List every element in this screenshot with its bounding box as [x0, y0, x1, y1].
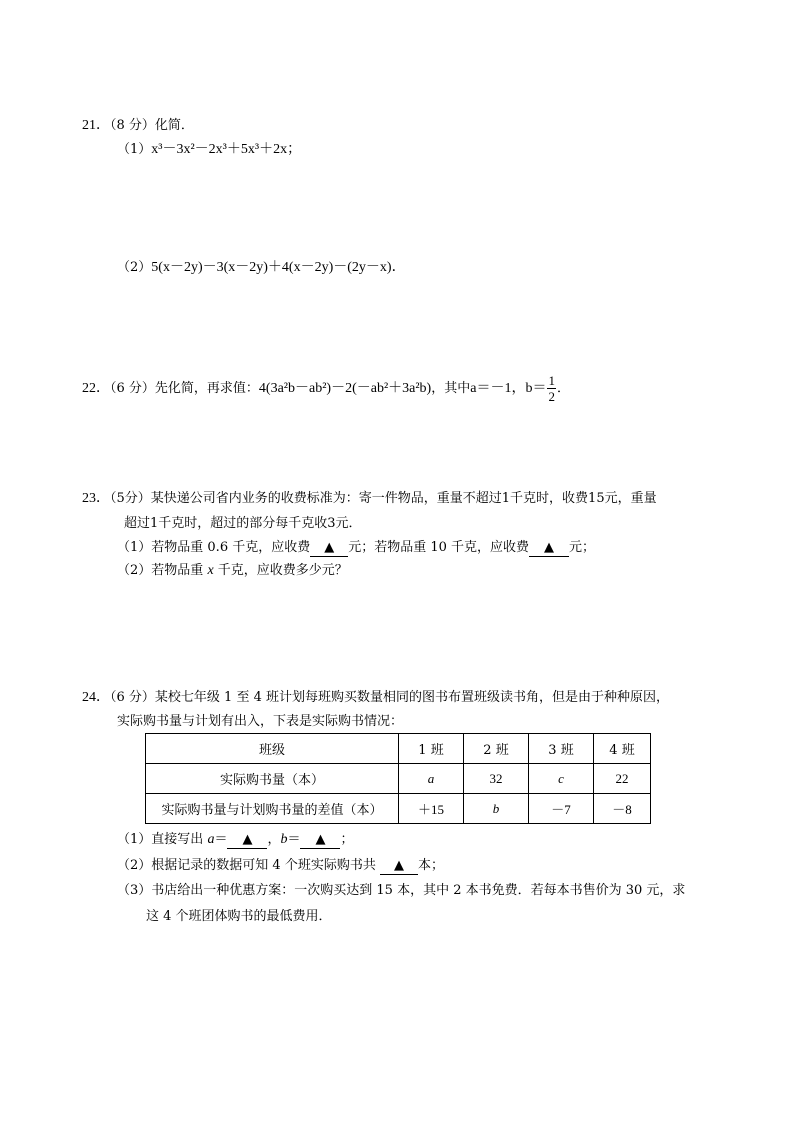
q21-title: 化简． [154, 118, 194, 133]
table-cell: －8 [594, 794, 651, 824]
q23-part2-text-a: 若物品重 [151, 563, 204, 578]
q21-number: 21． [82, 118, 110, 133]
q21-part2-expr: 5(x－2y)－3(x－2y)＋4(x－2y)－(2y－x)． [151, 260, 406, 275]
q24-line1 [82, 688, 669, 708]
q22-expression: 4(3a²b－ab²)－2(－ab²＋3a²b) [258, 381, 432, 396]
q23-part1-text-c: 元； [569, 540, 596, 555]
q24-part1 [117, 830, 354, 850]
table-header-cell: 3 班 [529, 734, 594, 764]
q22-condition: ，其中 [431, 381, 471, 396]
q23-variable-x: x [207, 563, 214, 578]
table-cell: 实际购书量（本） [146, 764, 399, 794]
q22-line [82, 373, 570, 404]
q24-line2: 实际购书量与计划有出入，下表是实际购书情况： [117, 714, 404, 729]
q23-line1 [82, 489, 657, 509]
q24-equals-b: ＝ [287, 832, 301, 847]
q24-answer-blank-total: ▲ [380, 858, 418, 875]
q24-part3-text-line1: 书店给出一种优惠方案：一次购买达到 15 本，其中 2 本书免费．若每本书售价为 30 元，求 [151, 883, 686, 898]
table-header-cell: 班级 [146, 734, 399, 764]
table-cell: 实际购书量与计划购书量的差值（本） [146, 794, 399, 824]
q24-variable-a: a [207, 832, 215, 847]
table-header-row [146, 734, 651, 764]
q21-part1-label: （1） [117, 142, 152, 157]
q23-part1-label: （1） [117, 540, 152, 555]
table-cell: ＋15 [399, 794, 464, 824]
q24-text-line1: 某校七年级 1 至 4 班计划每班购买数量相同的图书布置班级读书角，但是由于种种原因， [154, 690, 669, 705]
table-cell: －7 [529, 794, 594, 824]
q23-part1-text-b: 元；若物品重 10 千克，应收费 [348, 540, 530, 555]
q23-points: （5分） [110, 491, 151, 506]
q24-part3 [117, 881, 685, 901]
q24-equals-a: ＝ [214, 832, 228, 847]
q24-part2-text-b: 本； [417, 858, 444, 873]
q24-part2-label: （2） [117, 858, 152, 873]
q23-part2 [117, 561, 348, 581]
q24-answer-blank-b: ▲ [300, 832, 340, 849]
q23-answer-blank-1: ▲ [310, 540, 348, 557]
q23-part1-text-a: 若物品重 0.6 千克，应收费 [151, 540, 311, 555]
q24-part1-comma: ， [267, 832, 281, 847]
q21-part2 [117, 258, 406, 278]
q23-number: 23． [82, 491, 110, 506]
q23-part2-label: （2） [117, 563, 152, 578]
q24-part1-text: 直接写出 [151, 832, 204, 847]
q21-points: （8 分） [110, 118, 155, 133]
table-cell: 32 [464, 764, 529, 794]
q22-b-value: b＝ [525, 381, 547, 396]
q23-part1 [117, 538, 595, 558]
q24-part3-label: （3） [117, 883, 152, 898]
q21-part2-label: （2） [117, 260, 152, 275]
q24-points: （6 分） [110, 690, 155, 705]
table-header-cell: 4 班 [594, 734, 651, 764]
q22-number: 22． [82, 381, 110, 396]
q23-text-line1: 某快递公司省内业务的收费标准为：寄一件物品，重量不超过1千克时，收费15元，重量 [150, 491, 657, 506]
q22-fraction-numerator: 1 [548, 373, 555, 388]
q24-number: 24． [82, 690, 110, 705]
q24-part3-line2: 这 4 个班团体购书的最低费用． [146, 909, 332, 924]
table-header-cell: 2 班 [464, 734, 529, 764]
q22-points: （6 分） [110, 381, 155, 396]
q21-part1 [117, 140, 301, 160]
table-row [146, 794, 651, 824]
table-header-cell: 1 班 [399, 734, 464, 764]
q24-part1-label: （1） [117, 832, 152, 847]
purchase-table [145, 733, 651, 824]
q24-answer-blank-a: ▲ [227, 832, 267, 849]
q23-answer-blank-2: ▲ [529, 540, 569, 557]
q22-fraction [547, 373, 556, 404]
q23-line2: 超过1千克时，超过的部分每千克收3元． [124, 516, 362, 531]
q21-part1-expr: x³－3x²－2x³＋5x³＋2x； [151, 142, 302, 157]
table-cell: b [464, 794, 529, 824]
table-cell: 22 [594, 764, 651, 794]
table-cell: c [529, 764, 594, 794]
q24-part2 [117, 856, 444, 876]
table-row [146, 764, 651, 794]
q22-text: 先化简，再求值： [154, 381, 259, 396]
q24-part1-end: ； [340, 832, 354, 847]
q24-part2-text-a: 根据记录的数据可知 4 个班实际购书共 [151, 858, 376, 873]
q22-fraction-denominator: 2 [548, 389, 555, 404]
q21-heading [82, 116, 194, 136]
table-cell: a [399, 764, 464, 794]
q24-variable-b: b [280, 832, 288, 847]
q23-part2-text-b: 千克，应收费多少元？ [217, 563, 348, 578]
q22-end: ． [556, 381, 570, 396]
q22-a-value: a＝－1， [470, 381, 526, 396]
